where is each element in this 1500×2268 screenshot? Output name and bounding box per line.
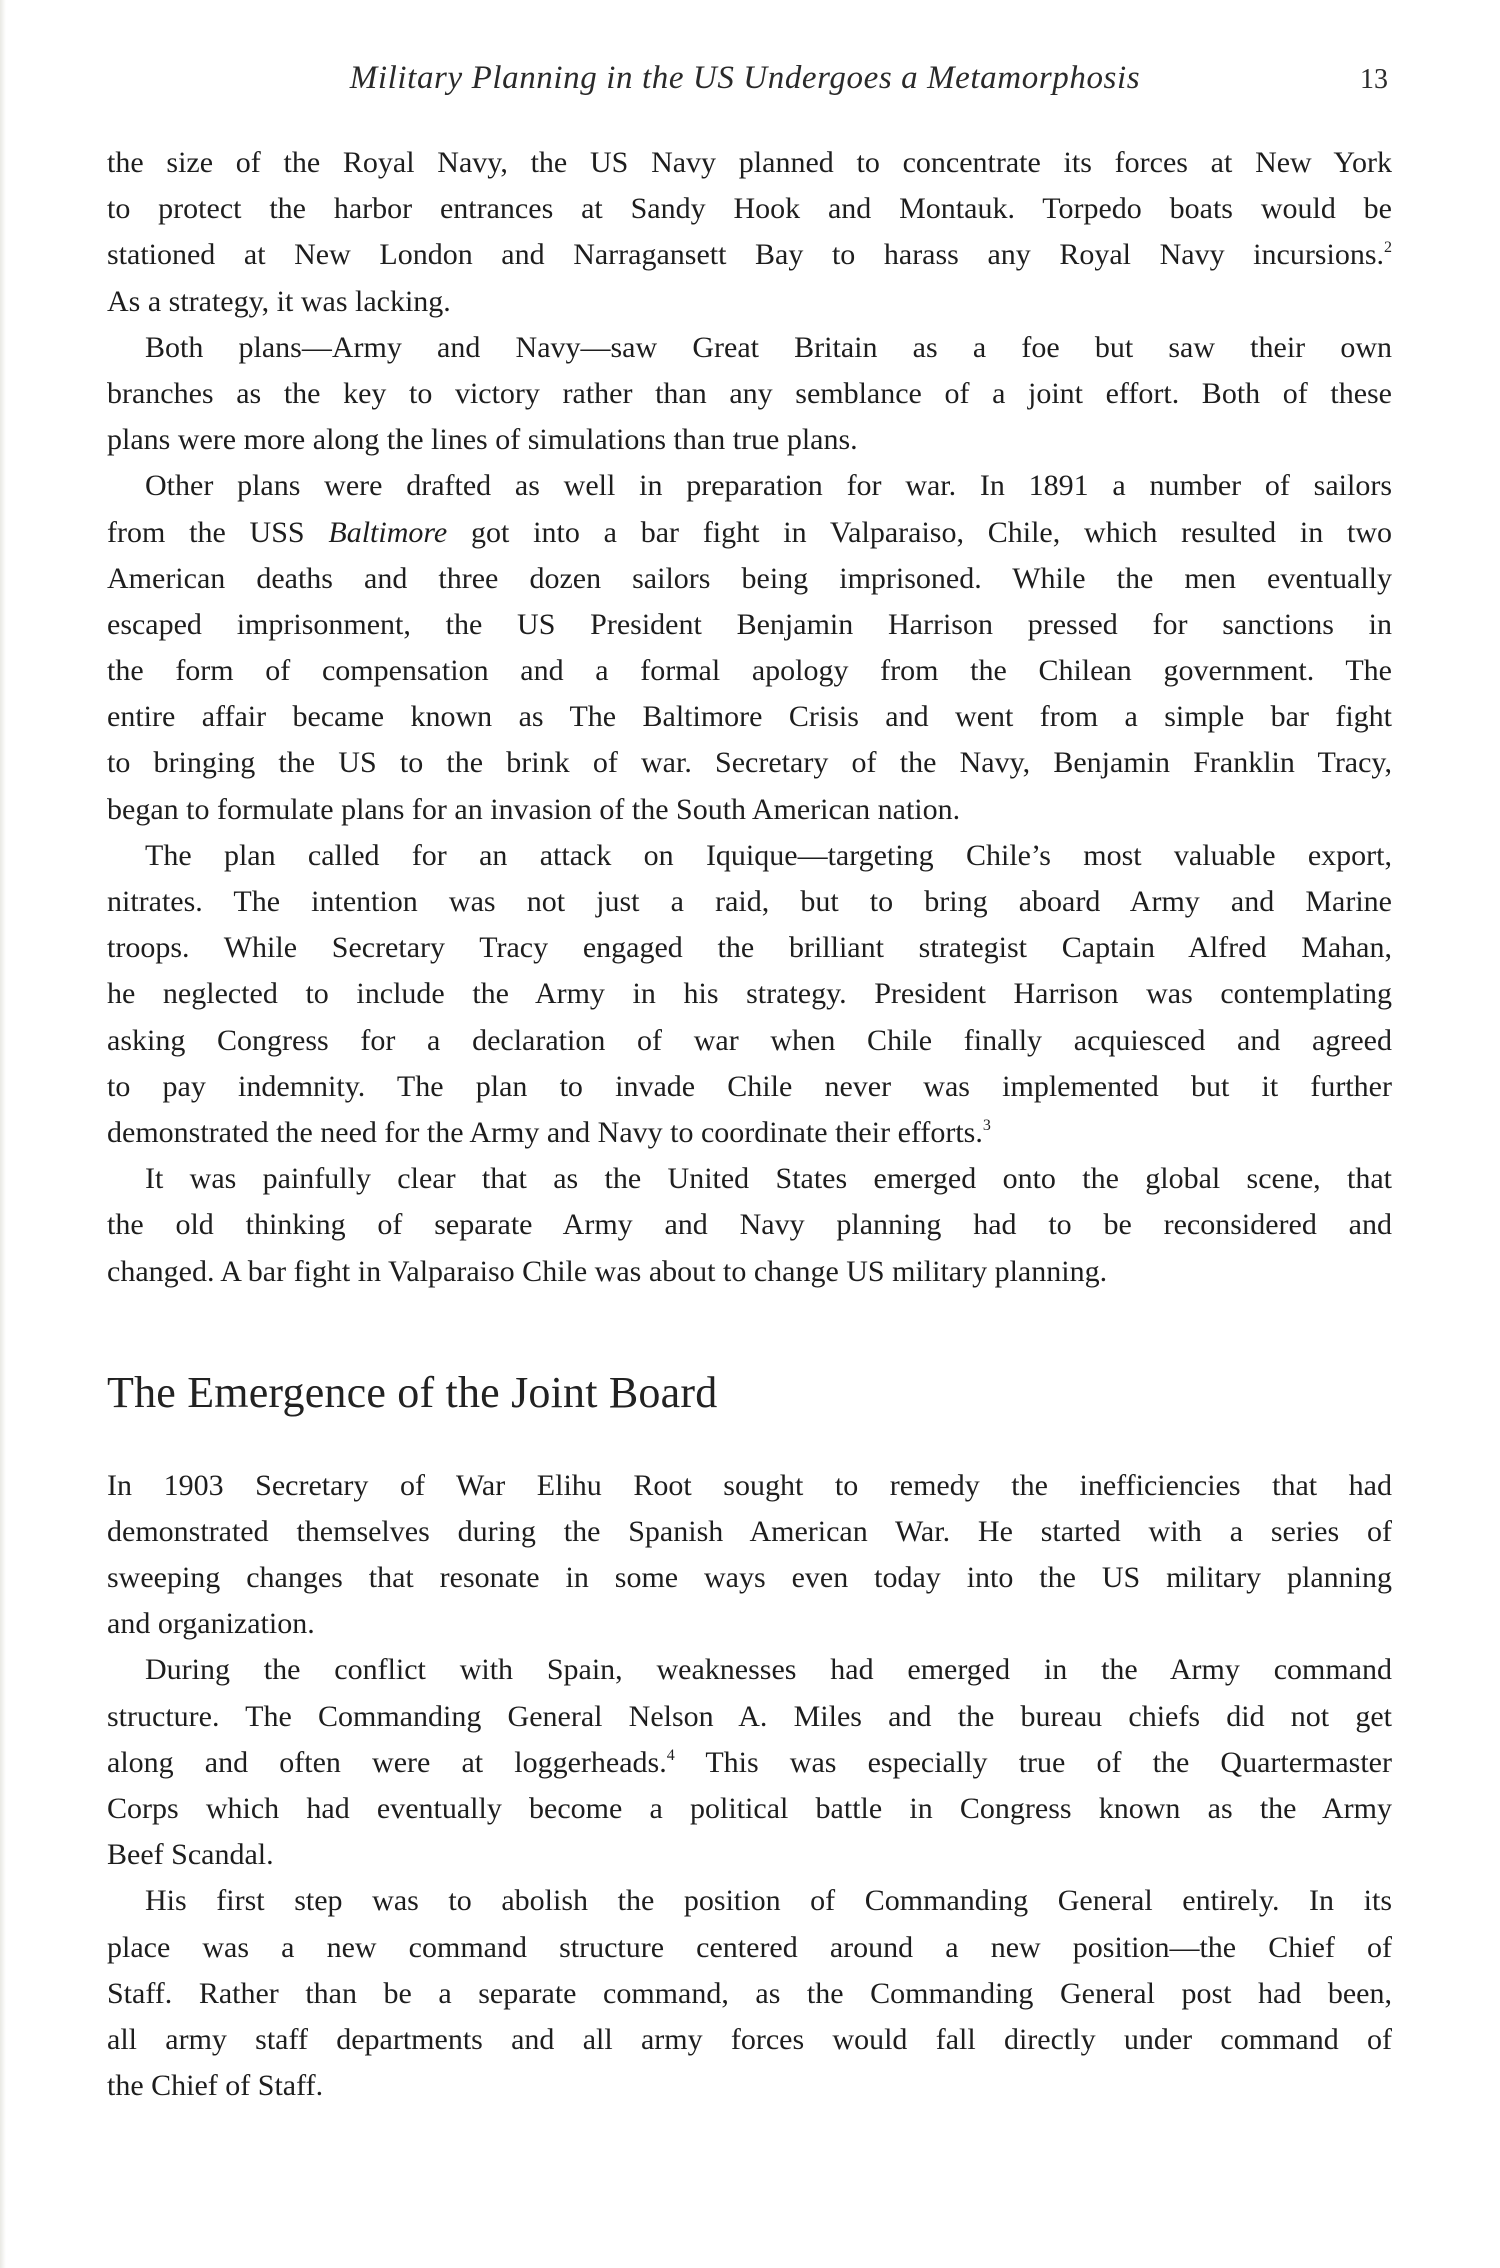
- line-text: escaped imprisonment, the US President Benjamin Harrison pressed for sanctions in: [107, 607, 1392, 641]
- paragraph: [107, 1878, 1392, 2109]
- text-line: [107, 1925, 1392, 1971]
- text-line: [107, 186, 1392, 232]
- line-text: stationed at New London and Narragansett Bay to harass any Royal Navy incursions.: [107, 238, 1384, 272]
- line-text: In 1903 Secretary of War Elihu Root sought to remedy the inefficiencies that had: [107, 1468, 1392, 1502]
- section-after-heading: [107, 1463, 1392, 2110]
- line-text: This was especially true of the Quartermaster: [674, 1745, 1392, 1779]
- text-line: [107, 602, 1392, 648]
- line-text: Corps which had eventually become a political battle in Congress known as the Army: [107, 1792, 1392, 1825]
- paragraph: [107, 140, 1392, 325]
- text-line: [107, 1832, 1392, 1878]
- line-text: nitrates. The intention was not just a raid, but to bring aboard Army and Marine: [107, 885, 1392, 918]
- line-text: During the conflict with Spain, weaknesses had emerged in the Army command: [145, 1653, 1392, 1687]
- line-text: American deaths and three dozen sailors being imprisoned. While the men eventually: [107, 561, 1392, 595]
- line-text: plans were more along the lines of simulations than true plans.: [107, 423, 858, 457]
- line-text: structure. The Commanding General Nelson A. Miles and the bureau chiefs did not get: [107, 1699, 1392, 1733]
- paragraph: [107, 1647, 1392, 1878]
- text-line: [107, 510, 1392, 556]
- text-line: [107, 925, 1392, 971]
- line-text: His first step was to abolish the position of Commanding General entirely. In its: [145, 1884, 1392, 1918]
- line-text: demonstrated the need for the Army and Navy to coordinate their efforts.: [107, 1115, 983, 1149]
- line-text: to bringing the US to the brink of war. Secretary of the Navy, Benjamin Franklin Tracy,: [107, 746, 1392, 780]
- line-text: asking Congress for a declaration of war when Chile finally acquiesced and agreed: [107, 1023, 1392, 1057]
- text-line: [107, 648, 1392, 694]
- line-text: Staff. Rather than be a separate command, as the Commanding General post had been,: [107, 1976, 1392, 2010]
- text-line: [107, 140, 1392, 186]
- line-text: changed. A bar fight in Valparaiso Chile was about to change US military planning.: [107, 1254, 1108, 1288]
- page-number: 13: [1360, 64, 1388, 95]
- text-line: [107, 1156, 1392, 1202]
- line-text: began to formulate plans for an invasion of the South American nation.: [107, 792, 961, 826]
- line-text: branches as the key to victory rather than any semblance of a joint effort. Both of these: [107, 376, 1392, 410]
- line-text: Other plans were drafted as well in preparation for war. In 1891 a number of sailors: [145, 469, 1392, 503]
- text-line: [107, 1018, 1392, 1064]
- line-text: The plan called for an attack on Iquique—targeting Chile’s most valuable export,: [145, 838, 1392, 872]
- line-text: place was a new command structure centered around a new position—the Chief of: [107, 1930, 1392, 1964]
- ship-name-italic: Baltimore: [328, 515, 448, 549]
- line-text: to pay indemnity. The plan to invade Chile never was implemented but it further: [107, 1069, 1392, 1103]
- line-text: the old thinking of separate Army and Navy planning had to be reconsidered and: [107, 1208, 1392, 1242]
- paragraph: [107, 1156, 1392, 1295]
- text-line: [107, 1971, 1392, 2017]
- text-line: [107, 833, 1392, 879]
- text-line: [107, 371, 1392, 417]
- text-line: [107, 879, 1392, 925]
- footnote-marker[interactable]: 3: [982, 1116, 991, 1134]
- running-head: [0, 60, 1500, 110]
- text-line: [107, 1509, 1392, 1555]
- text-line: [107, 694, 1392, 740]
- text-line: [107, 325, 1392, 371]
- text-line: [107, 740, 1392, 786]
- paragraph: [107, 833, 1392, 1156]
- page-edge-shadow: [0, 0, 6, 2268]
- text-line: [107, 1694, 1392, 1740]
- section-before-heading: [107, 140, 1392, 1295]
- paragraph: [107, 1463, 1392, 1648]
- text-line: [107, 556, 1392, 602]
- footnote-marker[interactable]: 2: [1384, 239, 1392, 257]
- line-text: from the USS: [107, 515, 329, 549]
- line-text: entire affair became known as The Baltimore Crisis and went from a simple bar fight: [107, 700, 1392, 734]
- line-text: he neglected to include the Army in his strategy. President Harrison was contemplating: [107, 977, 1392, 1011]
- text-line: [107, 1555, 1392, 1601]
- line-text: and organization.: [107, 1607, 315, 1641]
- line-text: troops. While Secretary Tracy engaged the brilliant strategist Captain Alfred Mahan,: [107, 931, 1392, 965]
- text-line: [107, 232, 1392, 278]
- line-text: demonstrated themselves during the Spanish American War. He started with a series of: [107, 1514, 1392, 1548]
- line-text: Both plans—Army and Navy—saw Great Britain as a foe but saw their own: [145, 330, 1392, 364]
- line-text: the form of compensation and a formal apology from the Chilean government. The: [107, 654, 1392, 688]
- line-text: As a strategy, it was lacking.: [107, 284, 451, 318]
- line-text: the size of the Royal Navy, the US Navy planned to concentrate its forces at New York: [107, 146, 1392, 179]
- section-heading: The Emergence of the Joint Board: [107, 1367, 718, 1417]
- line-text: Beef Scandal.: [107, 1838, 274, 1872]
- text-line: [107, 1647, 1392, 1693]
- text-line: [107, 1786, 1392, 1832]
- text-line: [107, 2063, 1392, 2109]
- body-text: [107, 140, 1392, 2109]
- text-line: [107, 1064, 1392, 1110]
- text-line: [107, 2017, 1392, 2063]
- line-text: sweeping changes that resonate in some ways even today into the US military planning: [107, 1561, 1392, 1595]
- running-head-title: Military Planning in the US Undergoes a Metamorphosis: [349, 60, 1141, 96]
- line-text: the Chief of Staff.: [107, 2069, 324, 2103]
- line-text: It was painfully clear that as the United States emerged onto the global scene, that: [145, 1162, 1392, 1196]
- text-line: [107, 1110, 1392, 1156]
- text-line: [107, 279, 1392, 325]
- text-line: [107, 1601, 1392, 1647]
- line-text: got into a bar fight in Valparaiso, Chile, which resulted in two: [447, 515, 1393, 549]
- text-line: [107, 1740, 1392, 1786]
- text-line: [107, 1202, 1392, 1248]
- paragraph: [107, 325, 1392, 464]
- text-line: [107, 463, 1392, 509]
- line-text: along and often were at loggerheads.: [107, 1745, 667, 1779]
- line-text: all army staff departments and all army forces would fall directly under command of: [107, 2022, 1392, 2056]
- footnote-marker[interactable]: 4: [666, 1746, 675, 1764]
- text-line: [107, 1463, 1392, 1509]
- paragraph: [107, 463, 1392, 833]
- text-line: [107, 971, 1392, 1017]
- text-line: [107, 787, 1392, 833]
- text-line: [107, 1249, 1392, 1295]
- line-text: to protect the harbor entrances at Sandy Hook and Montauk. Torpedo boats would be: [107, 192, 1392, 226]
- text-line: [107, 1878, 1392, 1924]
- text-line: [107, 417, 1392, 463]
